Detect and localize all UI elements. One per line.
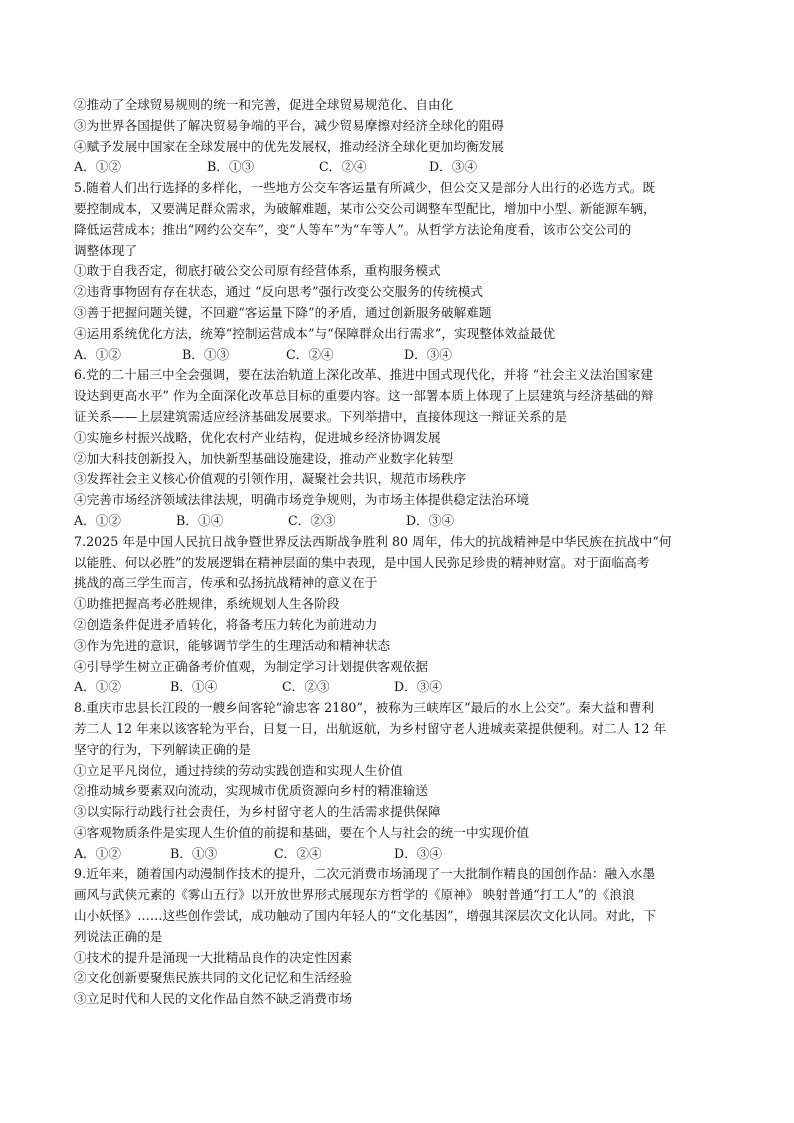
option-line: ①立足平凡岗位，通过持续的劳动实践创造和实现人生价值 bbox=[74, 762, 403, 778]
option-line: ①助推把握高考必胜规律，系统规划人生各阶段 bbox=[74, 596, 340, 612]
question-8-stem: 芳二人 12 年来以该客轮为平台，日复一日，出航返航，为乡村留守老人进城卖菜提供便利。对二人 12 年 bbox=[74, 720, 667, 736]
question-6-stem: 设达到更高水平” 作为全面深化改革总目标的重要内容。这一部署本质上体现了上层建筑与经济基础的辩 bbox=[74, 388, 654, 404]
choice-c: C．②④ bbox=[286, 346, 334, 362]
question-5-stem: 调整体现了 bbox=[74, 242, 138, 258]
option-line: ③作为先进的意识，能够调节学生的生理活动和精神状态 bbox=[74, 637, 391, 653]
choice-d: D．③④ bbox=[394, 845, 443, 861]
question-5-stem: 要控制成本，又要满足群众需求，为破解难题，某市公交公司调整车型配比，增加中小型、新能源车辆， bbox=[74, 200, 656, 216]
choice-a: A．①② bbox=[74, 346, 122, 362]
question-7-stem: 以能胜、何以必胜”的发展逻辑在精神层面的集中表现，是中国人民弥足珍贵的精神财富。对于面临高考 bbox=[74, 554, 650, 570]
option-line: ④客观物质条件是实现人生价值的前提和基础，要在个人与社会的统一中实现价值 bbox=[74, 824, 530, 840]
option-line: ③善于把握问题关键，不回避“客运量下降”的矛盾，通过创新服务破解难题 bbox=[74, 304, 492, 320]
option-line: ④引导学生树立正确备考价值观，为制定学习计划提供客观依据 bbox=[74, 658, 429, 674]
question-6-stem: 6.党的二十届三中全会强调，要在法治轨道上深化改革、推进中国式现代化，并将 “社会主义法治国家建 bbox=[74, 367, 653, 383]
option-line: ③以实际行动践行社会责任，为乡村留守老人的生活需求提供保障 bbox=[74, 804, 441, 820]
choice-c: C．②④ bbox=[319, 159, 367, 175]
option-line: ④完善市场经济领域法律法规，明确市场竞争规则，为市场主体提供稳定法治环境 bbox=[74, 492, 530, 508]
question-9-stem: 画风与武侠元素的《雾山五行》以开放世界形式展现东方哲学的《原神》 映射普通“打工人”的《浪浪 bbox=[74, 887, 635, 903]
choice-a: A．①② bbox=[74, 512, 122, 528]
choice-d: D．③④ bbox=[404, 346, 453, 362]
question-9-stem: 列说法正确的是 bbox=[74, 928, 163, 944]
option-line: ②违背事物固有存在状态，通过 “反向思考”强行改变公交服务的传统模式 bbox=[74, 284, 483, 300]
choice-c: C．②③ bbox=[288, 512, 336, 528]
question-9-stem: 9.近年来，随着国内动漫制作技术的提升，二次元消费市场涌现了一大批制作精良的国创作品：融入水墨 bbox=[74, 866, 656, 882]
choice-c: C．②④ bbox=[274, 845, 322, 861]
exam-content bbox=[74, 95, 724, 1010]
option-line: ②推动城乡要素双向流动，实现城市优质资源向乡村的精准输送 bbox=[74, 783, 429, 799]
option-line: ④赋予发展中国家在全球发展中的优先发展权，推动经济全球化更加均衡发展 bbox=[74, 138, 504, 154]
choice-d: D．③④ bbox=[394, 679, 443, 695]
choice-b: B．①④ bbox=[176, 512, 224, 528]
answer-choices-q6 bbox=[74, 511, 724, 532]
option-line: ①敢于自我否定，彻底打破公交公司原有经营体系，重构服务模式 bbox=[74, 263, 441, 279]
choice-a: A．①② bbox=[74, 159, 122, 175]
option-line: ③为世界各国提供了解决贸易争端的平台，减少贸易摩擦对经济全球化的阻碍 bbox=[74, 117, 504, 133]
option-line: ③立足时代和人民的文化作品自然不缺乏消费市场 bbox=[74, 991, 353, 1007]
answer-choices-q7 bbox=[74, 677, 724, 698]
option-line: ②创造条件促进矛盾转化，将备考压力转化为前进动力 bbox=[74, 616, 378, 632]
option-line: ②推动了全球贸易规则的统一和完善，促进全球贸易规范化、自由化 bbox=[74, 97, 454, 112]
question-9-stem: 山小妖怪》……这些创作尝试，成功触动了国内年轻人的“文化基因”，增强其深层次文化认同。对此，下 bbox=[74, 908, 656, 924]
question-7-stem: 7.2025 年是中国人民抗日战争暨世界反法西斯战争胜利 80 周年，伟大的抗战精神是中华民族在抗战中“何 bbox=[74, 533, 672, 549]
option-line: ②文化创新要聚焦民族共同的文化记忆和生活经验 bbox=[74, 970, 353, 986]
question-6-stem: 证关系——上层建筑需适应经济基础发展要求。下列举措中，直接体现这一辩证关系的是 bbox=[74, 408, 568, 424]
answer-choices-q4 bbox=[74, 157, 724, 178]
choice-b: B．①③ bbox=[182, 346, 230, 362]
choice-a: A．①② bbox=[74, 845, 122, 861]
answer-choices-q5 bbox=[74, 345, 724, 366]
option-line: ①技术的提升是涌现一大批精品良作的决定性因素 bbox=[74, 949, 353, 965]
choice-b: B．①③ bbox=[207, 159, 255, 175]
question-8-stem: 坚守的行为，下列解读正确的是 bbox=[74, 741, 252, 757]
question-8-stem: 8.重庆市忠县长江段的一艘乡间客轮“渝忠客 2180”，被称为三峡库区“最后的水上公交”。秦大益和曹利 bbox=[74, 700, 655, 716]
question-7-stem: 挑战的高三学生而言，传承和弘扬抗战精神的意义在于 bbox=[74, 575, 378, 591]
choice-b: B．①③ bbox=[170, 845, 218, 861]
option-line: ③发挥社会主义核心价值观的引领作用，凝聚社会共识，规范市场秩序 bbox=[74, 471, 466, 487]
option-line: ②加大科技创新投入，加快新型基础设施建设，推动产业数字化转型 bbox=[74, 450, 454, 466]
choice-d: D．③④ bbox=[406, 512, 455, 528]
question-5-stem: 5.随着人们出行选择的多样化，一些地方公交车客运量有所减少，但公交又是部分人出行的必选方式。既 bbox=[74, 180, 656, 196]
option-line: ①实施乡村振兴战略，优化农村产业结构，促进城乡经济协调发展 bbox=[74, 429, 441, 445]
choice-d: D．③④ bbox=[429, 159, 478, 175]
answer-choices-q8 bbox=[74, 844, 724, 865]
choice-b: B．①④ bbox=[170, 679, 218, 695]
option-line: ④运用系统优化方法，统筹“控制运营成本”与“保障群众出行需求”，实现整体效益最优 bbox=[74, 325, 556, 341]
question-5-stem: 降低运营成本；推出“网约公交车”，变“人等车”为“车等人”。从哲学方法论角度看，该市公交公司的 bbox=[74, 221, 632, 237]
choice-a: A．①② bbox=[74, 679, 122, 695]
choice-c: C．②③ bbox=[282, 679, 330, 695]
